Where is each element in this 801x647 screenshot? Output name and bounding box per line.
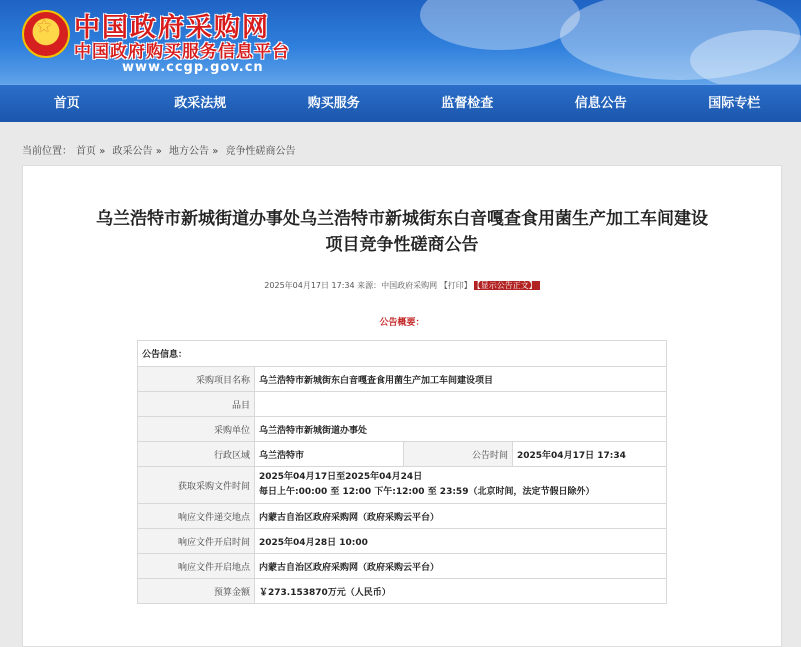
table-row bbox=[138, 579, 667, 604]
breadcrumb-separator: » bbox=[156, 146, 162, 157]
row-label: 获取采购文件时间 bbox=[138, 467, 255, 504]
row-label: 响应文件开启地点 bbox=[138, 554, 255, 579]
table-row bbox=[138, 504, 667, 529]
title-line-1: 乌兰浩特市新城街道办事处乌兰浩特市新城街东白音嘎查食用菌生产加工车间建设 bbox=[43, 206, 761, 232]
info-header: 公告信息： bbox=[138, 341, 667, 367]
announcement-card bbox=[22, 165, 782, 647]
row-label: 品目 bbox=[138, 392, 255, 417]
nav-item-home[interactable]: 首页 bbox=[0, 85, 134, 122]
table-row bbox=[138, 554, 667, 579]
row-value: 乌兰浩特市新城街东白音嘎查食用菌生产加工车间建设项目 bbox=[255, 367, 667, 392]
table-row bbox=[138, 417, 667, 442]
meta-text: 2025年04月17日 17:34 来源：中国政府采购网 【打印】 bbox=[264, 281, 471, 290]
row-value: 内蒙古自治区政府采购网（政府采购云平台） bbox=[255, 554, 667, 579]
breadcrumb-home[interactable]: 首页 bbox=[76, 146, 96, 157]
row-value: 乌兰浩特市新城街道办事处 bbox=[255, 417, 667, 442]
page-title bbox=[43, 206, 761, 258]
row-value: 乌兰浩特市 bbox=[255, 442, 404, 467]
row-value bbox=[255, 392, 667, 417]
summary-title: 公告概要： bbox=[23, 315, 781, 328]
show-body-button[interactable]: 【显示公告正文】 bbox=[474, 281, 540, 290]
site-name[interactable]: 中国政府采购网 bbox=[74, 7, 270, 44]
breadcrumb-procurement[interactable]: 政采公告 bbox=[113, 146, 153, 157]
nav-item-service-purchase[interactable]: 购买服务 bbox=[267, 85, 401, 122]
breadcrumb bbox=[0, 122, 801, 160]
row-value: 内蒙古自治区政府采购网（政府采购云平台） bbox=[255, 504, 667, 529]
article-meta bbox=[23, 280, 781, 291]
row-value: 2025年04月17日 17:34 bbox=[513, 442, 667, 467]
row-value bbox=[255, 467, 667, 504]
table-row bbox=[138, 367, 667, 392]
row-label: 响应文件开启时间 bbox=[138, 529, 255, 554]
nav-item-supervision[interactable]: 监督检查 bbox=[401, 85, 535, 122]
national-emblem-icon[interactable] bbox=[22, 10, 70, 58]
row-label: 公告时间 bbox=[404, 442, 513, 467]
table-row bbox=[138, 529, 667, 554]
row-value: 2025年04月28日 10:00 bbox=[255, 529, 667, 554]
nav-item-announcements[interactable]: 信息公告 bbox=[534, 85, 668, 122]
row-label: 预算金额 bbox=[138, 579, 255, 604]
breadcrumb-separator: » bbox=[99, 146, 105, 157]
main-nav bbox=[0, 84, 801, 122]
nav-item-regulations[interactable]: 政采法规 bbox=[134, 85, 268, 122]
banner-cloud-decoration bbox=[420, 0, 580, 50]
title-line-2: 项目竞争性磋商公告 bbox=[43, 232, 761, 258]
site-subtitle: 中国政府购买服务信息平台 bbox=[74, 37, 290, 62]
row-label: 响应文件递交地点 bbox=[138, 504, 255, 529]
site-banner bbox=[0, 0, 801, 84]
row-label: 采购项目名称 bbox=[138, 367, 255, 392]
table-row bbox=[138, 341, 667, 367]
info-table bbox=[137, 340, 667, 604]
row-value-line: 每日上午:00:00 至 12:00 下午:12:00 至 23:59（北京时间，法定节假日除外） bbox=[259, 485, 662, 500]
table-row bbox=[138, 442, 667, 467]
row-label: 采购单位 bbox=[138, 417, 255, 442]
table-row bbox=[138, 392, 667, 417]
breadcrumb-local[interactable]: 地方公告 bbox=[169, 146, 209, 157]
row-label: 行政区域 bbox=[138, 442, 255, 467]
nav-item-international[interactable]: 国际专栏 bbox=[668, 85, 801, 122]
breadcrumb-prefix: 当前位置： bbox=[22, 146, 72, 157]
site-url: www.ccgp.gov.cn bbox=[122, 60, 264, 75]
breadcrumb-negotiation[interactable]: 竞争性磋商公告 bbox=[226, 146, 296, 157]
table-row bbox=[138, 467, 667, 504]
row-value-line: 2025年04月17日至2025年04月24日 bbox=[259, 470, 662, 485]
row-value: ￥273.153870万元（人民币） bbox=[255, 579, 667, 604]
breadcrumb-separator: » bbox=[212, 146, 218, 157]
